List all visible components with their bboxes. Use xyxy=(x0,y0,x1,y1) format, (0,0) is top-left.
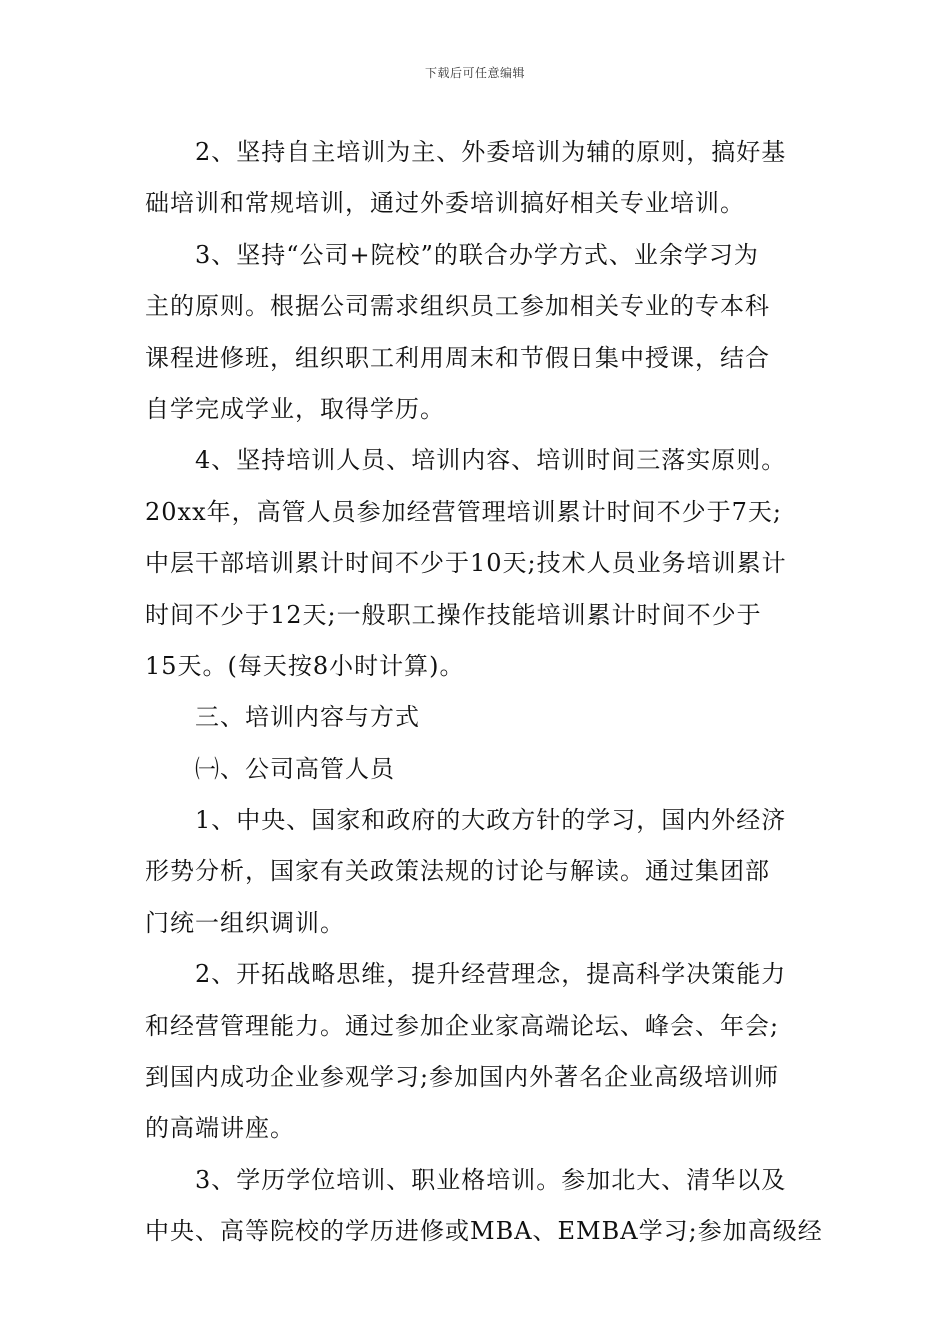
paragraph-line: 和经营管理能力。通过参加企业家高端论坛、峰会、年会; xyxy=(145,1011,780,1040)
paragraph-line: 时间不少于12天;一般职工操作技能培训累计时间不少于 xyxy=(145,600,762,629)
paragraph-line: 形势分析，国家有关政策法规的讨论与解读。通过集团部 xyxy=(145,857,770,886)
paragraph-line: 2、开拓战略思维，提升经营理念，提高科学决策能力 xyxy=(195,960,787,989)
paragraph-line: 到国内成功企业参观学习;参加国内外著名企业高级培训师 xyxy=(145,1063,780,1092)
paragraph-line: 15天。(每天按8小时计算)。 xyxy=(145,651,465,680)
paragraph-line: 3、学历学位培训、职业格培训。参加北大、清华以及 xyxy=(195,1165,787,1194)
paragraph-line: 的高端讲座。 xyxy=(145,1114,295,1143)
paragraph-line: 主的原则。根据公司需求组织员工参加相关专业的专本科 xyxy=(145,292,770,321)
paragraph-line: 20xx年，高管人员参加经营管理培训累计时间不少于7天; xyxy=(145,497,782,526)
paragraph-line: 门统一组织调训。 xyxy=(145,908,345,937)
paragraph-line: 中央、高等院校的学历进修或MBA、EMBA学习;参加高级经 xyxy=(145,1217,823,1246)
document-body xyxy=(145,127,823,1258)
page-header: 下载后可任意编辑 xyxy=(424,66,525,80)
paragraph-line: 4、坚持培训人员、培训内容、培训时间三落实原则。 xyxy=(195,446,787,475)
paragraph-line: 中层干部培训累计时间不少于10天;技术人员业务培训累计 xyxy=(145,549,787,578)
paragraph-line: 础培训和常规培训，通过外委培训搞好相关专业培训。 xyxy=(145,189,745,218)
paragraph-line: 2、坚持自主培训为主、外委培训为辅的原则，搞好基 xyxy=(195,138,787,166)
subsection-heading: ㈠、公司高管人员 xyxy=(195,754,395,783)
paragraph-line: 3、坚持“公司+院校”的联合办学方式、业余学习为 xyxy=(195,240,759,269)
paragraph-line: 自学完成学业，取得学历。 xyxy=(145,394,445,423)
section-heading: 三、培训内容与方式 xyxy=(195,703,420,732)
paragraph-line: 1、中央、国家和政府的大政方针的学习，国内外经济 xyxy=(195,806,787,835)
paragraph-line: 课程进修班，组织职工利用周末和节假日集中授课，结合 xyxy=(145,343,770,372)
